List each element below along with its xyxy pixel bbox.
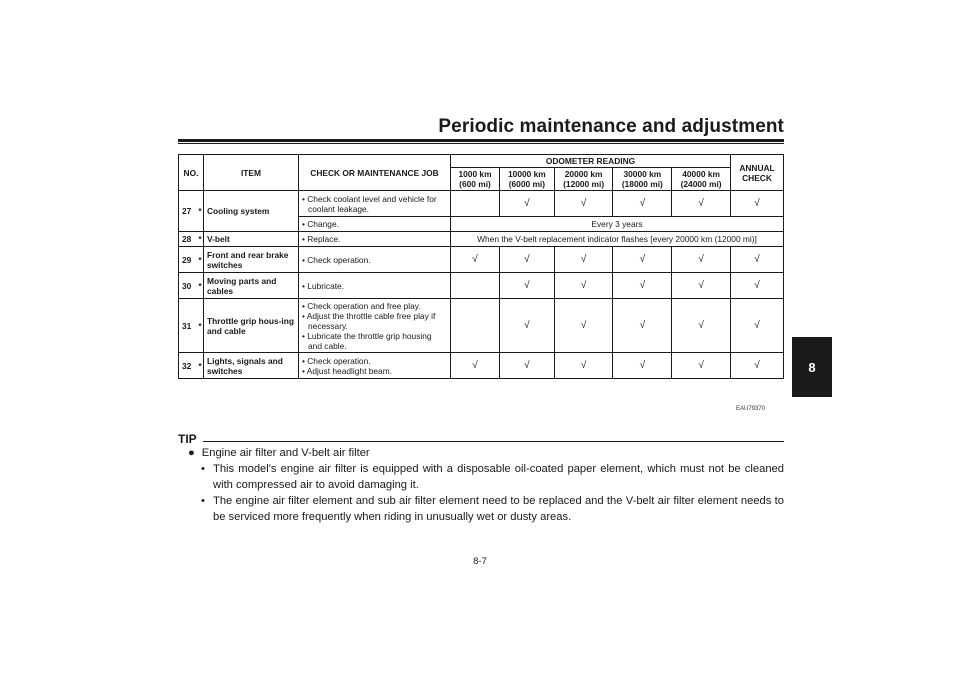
check-cell: √ — [731, 353, 784, 379]
check-cell: √ — [554, 247, 613, 273]
row-star: * — [197, 353, 204, 379]
header-odometer: ODOMETER READING — [451, 155, 731, 168]
chapter-tab: 8 — [792, 337, 832, 397]
check-cell: √ — [731, 299, 784, 353]
row-job: • Check coolant level and vehicle for coolant leakage. — [299, 191, 451, 217]
check-cell: √ — [672, 247, 731, 273]
odometer-col-4: 30000 km (18000 mi) — [613, 168, 672, 191]
row-job: • Replace. — [299, 232, 451, 247]
check-cell: √ — [500, 299, 555, 353]
tip-bullet-text: The engine air filter element and sub air filter element need to be replaced and the V-belt air filter element needs to be serviced more frequently when riding in unusually wet or dusty areas. — [213, 495, 784, 523]
check-cell: √ — [731, 191, 784, 217]
check-cell: √ — [613, 273, 672, 299]
reference-code: EAU79370 — [736, 406, 766, 412]
row-job: • Change. — [299, 217, 451, 232]
check-cell: √ — [451, 247, 500, 273]
row-item: Front and rear brake switches — [204, 247, 299, 273]
table-row — [179, 247, 784, 273]
title-rule — [178, 139, 784, 142]
tip-body — [188, 445, 784, 525]
row-span-note: When the V-belt replacement indicator flashes [every 20000 km (12000 mi)] — [451, 232, 784, 247]
table-row — [179, 273, 784, 299]
table-row — [179, 191, 784, 217]
row-star: * — [197, 273, 204, 299]
bullet-icon: • — [201, 495, 205, 507]
row-job: • Check operation and free play. • Adjust the throttle cable free play if necessary. • Lubricate the throttle grip housing and cable. — [299, 299, 451, 353]
table-header-row — [179, 155, 784, 168]
header-item: ITEM — [204, 155, 299, 191]
page-title: Periodic maintenance and adjustment — [438, 116, 784, 137]
tip-bullet-text: This model's engine air filter is equipped with a disposable oil-coated paper element, which must not be cleaned with compressed air to avoid damaging it. — [213, 463, 784, 491]
header-no: NO. — [179, 155, 204, 191]
header-job: CHECK OR MAINTENANCE JOB — [299, 155, 451, 191]
row-no: 29 — [179, 247, 198, 273]
odometer-col-3: 20000 km (12000 mi) — [554, 168, 613, 191]
check-cell: √ — [672, 353, 731, 379]
check-cell: √ — [500, 273, 555, 299]
check-cell — [451, 273, 500, 299]
check-cell — [451, 191, 500, 217]
check-cell: √ — [613, 247, 672, 273]
row-no: 32 — [179, 353, 198, 379]
row-star: * — [197, 232, 204, 247]
check-cell: √ — [613, 353, 672, 379]
maintenance-table — [178, 154, 784, 379]
check-cell: √ — [672, 191, 731, 217]
row-star: * — [197, 191, 204, 232]
tip-heading-text: Engine air filter and V-belt air filter — [201, 447, 370, 459]
row-job: • Check operation. • Adjust headlight beam. — [299, 353, 451, 379]
table-row — [179, 232, 784, 247]
check-cell: √ — [451, 353, 500, 379]
row-item: Throttle grip hous-ing and cable — [204, 299, 299, 353]
row-star: * — [197, 247, 204, 273]
tip-heading — [188, 445, 784, 461]
row-item: Lights, signals and switches — [204, 353, 299, 379]
odometer-col-2: 10000 km (6000 mi) — [500, 168, 555, 191]
tip-label: TIP — [178, 432, 197, 446]
odometer-col-1: 1000 km (600 mi) — [451, 168, 500, 191]
check-cell: √ — [672, 273, 731, 299]
list-item — [188, 461, 784, 493]
check-cell — [451, 299, 500, 353]
check-cell: √ — [554, 353, 613, 379]
table-row — [179, 353, 784, 379]
check-cell: √ — [554, 273, 613, 299]
row-no: 31 — [179, 299, 198, 353]
row-no: 30 — [179, 273, 198, 299]
filled-circle-icon: ● — [188, 447, 195, 459]
page-number: 8-7 — [473, 556, 487, 567]
check-cell: √ — [500, 353, 555, 379]
check-cell: √ — [731, 247, 784, 273]
title-rule-thin — [178, 143, 784, 144]
row-item: V-belt — [204, 232, 299, 247]
check-cell: √ — [554, 299, 613, 353]
header-annual: ANNUAL CHECK — [731, 155, 784, 191]
row-span-note: Every 3 years — [451, 217, 784, 232]
table-row — [179, 299, 784, 353]
bullet-icon: • — [201, 463, 205, 475]
row-star: * — [197, 299, 204, 353]
row-job: • Lubricate. — [299, 273, 451, 299]
check-cell: √ — [672, 299, 731, 353]
check-cell: √ — [731, 273, 784, 299]
check-cell: √ — [500, 247, 555, 273]
check-cell: √ — [613, 191, 672, 217]
row-item: Moving parts and cables — [204, 273, 299, 299]
row-no: 27 — [179, 191, 198, 232]
check-cell: √ — [613, 299, 672, 353]
row-item: Cooling system — [204, 191, 299, 232]
odometer-col-5: 40000 km (24000 mi) — [672, 168, 731, 191]
tip-rule — [203, 441, 784, 442]
check-cell: √ — [554, 191, 613, 217]
list-item — [188, 493, 784, 525]
row-job: • Check operation. — [299, 247, 451, 273]
check-cell: √ — [500, 191, 555, 217]
row-no: 28 — [179, 232, 198, 247]
